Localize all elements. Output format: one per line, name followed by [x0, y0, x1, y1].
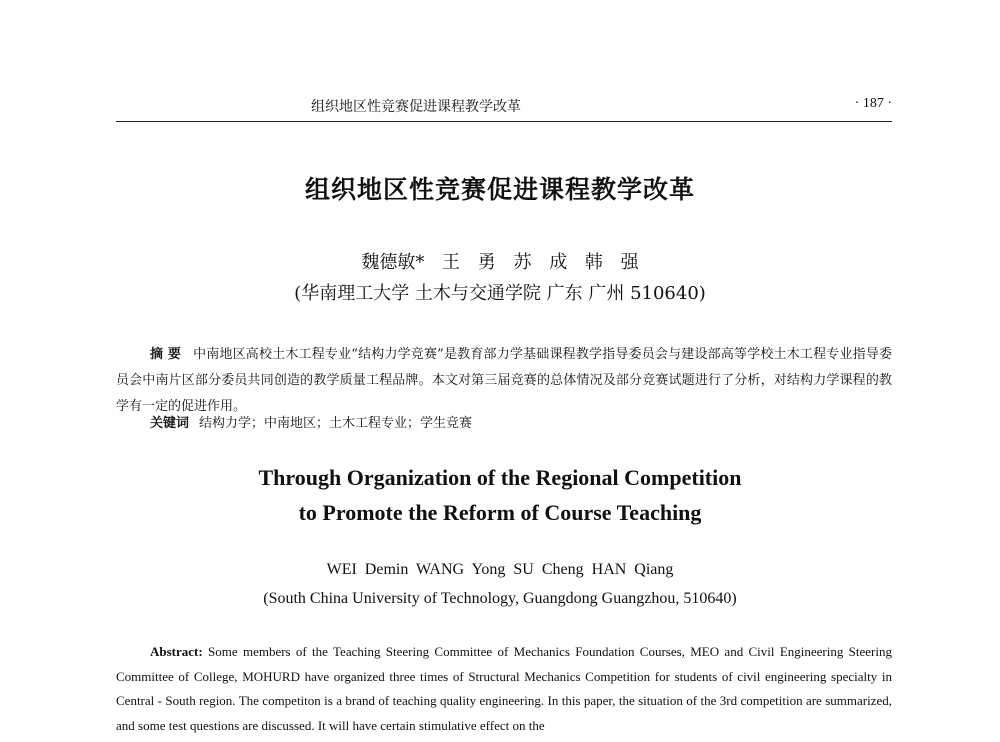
chinese-keywords	[150, 412, 472, 431]
english-affiliation: (South China University of Technology, Guangdong Guangzhou, 510640)	[263, 590, 737, 607]
running-title: 组织地区性竞赛促进课程教学改革	[311, 99, 521, 115]
english-title	[0, 460, 1000, 530]
chinese-keywords-label: 关键词	[150, 416, 190, 431]
chinese-title: 组织地区性竞赛促进课程教学改革	[304, 175, 695, 204]
english-title-line-2: to Promote the Reform of Course Teaching	[298, 500, 702, 525]
english-title-line-1: Through Organization of the Regional Competition	[258, 465, 742, 490]
english-authors: WEI Demin WANG Yong SU Cheng HAN Qiang	[326, 561, 674, 578]
chinese-abstract-label: 摘 要	[150, 347, 182, 362]
running-header	[116, 96, 892, 118]
english-abstract-label: Abstract:	[150, 644, 203, 659]
chinese-abstract	[116, 342, 892, 420]
chinese-keywords-text: 结构力学；中南地区；土木工程专业；学生竞赛	[199, 416, 473, 431]
chinese-affiliation: (华南理工大学 土木与交通学院 广东 广州 510640)	[294, 283, 706, 304]
english-abstract	[116, 640, 892, 738]
chinese-authors: 魏德敏* 王 勇 苏 成 韩 强	[361, 252, 639, 273]
page-number: · 187 ·	[854, 96, 892, 111]
english-abstract-text: Some members of the Teaching Steering Committee of Mechanics Foundation Courses, MEO and Civil Engineering Steering Committee of College, MOHURD have organized three times of Structural Mechanics Competition for students of civil engineering specialty in Central - South region. The competiton is a brand of teaching quality engineering. In this paper, the situation of the 3rd competition are summarized, and some test questions are discussed. It will have certain stimulative effect on the	[116, 644, 892, 733]
chinese-abstract-text: 中南地区高校土木工程专业“结构力学竞赛”是教育部力学基础课程教学指导委员会与建设部高等学校土木工程专业指导委员会中南片区部分委员共同创造的教学质量工程品牌。本文对第三届竞赛的总体情况及部分竞赛试题进行了分析，对结构力学课程的教学有一定的促进作用。	[116, 347, 892, 414]
header-rule	[116, 121, 892, 122]
